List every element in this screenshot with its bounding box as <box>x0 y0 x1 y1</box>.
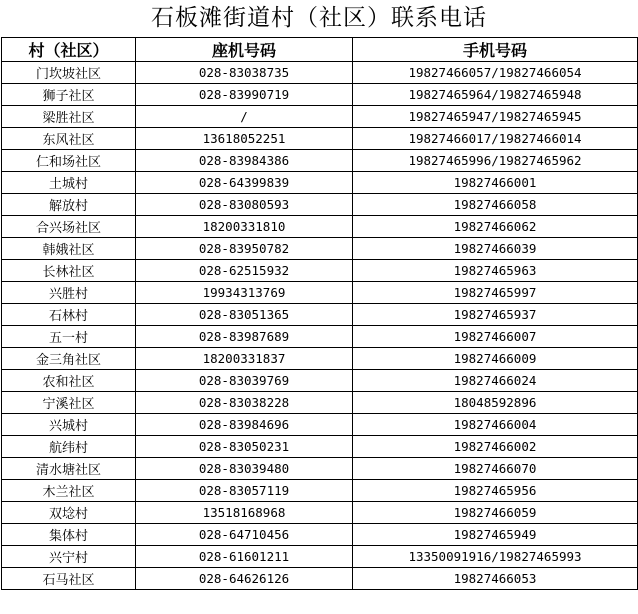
landline-cell: 028-83039769 <box>136 370 353 392</box>
table-row <box>2 568 638 590</box>
community-cell: 双埝村 <box>2 502 136 524</box>
community-cell: 兴胜村 <box>2 282 136 304</box>
mobile-cell: 19827466002 <box>353 436 638 458</box>
community-cell: 五一村 <box>2 326 136 348</box>
table-row <box>2 546 638 568</box>
community-cell: 农和社区 <box>2 370 136 392</box>
community-cell: 狮子社区 <box>2 84 136 106</box>
table-row <box>2 480 638 502</box>
table-row <box>2 194 638 216</box>
table-row <box>2 392 638 414</box>
landline-cell: 028-83050231 <box>136 436 353 458</box>
community-cell: 木兰社区 <box>2 480 136 502</box>
community-cell: 金三角社区 <box>2 348 136 370</box>
table-row <box>2 238 638 260</box>
landline-cell: 028-64710456 <box>136 524 353 546</box>
mobile-cell: 19827465964/19827465948 <box>353 84 638 106</box>
landline-cell: 028-83984386 <box>136 150 353 172</box>
contact-table <box>1 37 638 590</box>
landline-cell: 028-61601211 <box>136 546 353 568</box>
landline-cell: 028-83990719 <box>136 84 353 106</box>
header-community: 村（社区） <box>2 38 136 62</box>
mobile-cell: 19827466001 <box>353 172 638 194</box>
mobile-cell: 13350091916/19827465993 <box>353 546 638 568</box>
landline-cell: 028-83038228 <box>136 392 353 414</box>
mobile-cell: 19827465956 <box>353 480 638 502</box>
table-row <box>2 282 638 304</box>
table-row <box>2 84 638 106</box>
landline-cell: 18200331810 <box>136 216 353 238</box>
community-cell: 合兴场社区 <box>2 216 136 238</box>
landline-cell: 028-83080593 <box>136 194 353 216</box>
table-row <box>2 458 638 480</box>
mobile-cell: 19827466017/19827466014 <box>353 128 638 150</box>
landline-cell: 028-62515932 <box>136 260 353 282</box>
landline-cell: 13618052251 <box>136 128 353 150</box>
community-cell: 东风社区 <box>2 128 136 150</box>
mobile-cell: 19827465963 <box>353 260 638 282</box>
table-row <box>2 326 638 348</box>
table-row <box>2 106 638 128</box>
landline-cell: 19934313769 <box>136 282 353 304</box>
mobile-cell: 19827466070 <box>353 458 638 480</box>
community-cell: 宁溪社区 <box>2 392 136 414</box>
mobile-cell: 19827466009 <box>353 348 638 370</box>
landline-cell: 028-83057119 <box>136 480 353 502</box>
table-row <box>2 348 638 370</box>
community-cell: 韩娥社区 <box>2 238 136 260</box>
community-cell: 兴宁村 <box>2 546 136 568</box>
mobile-cell: 19827465997 <box>353 282 638 304</box>
mobile-cell: 19827466039 <box>353 238 638 260</box>
mobile-cell: 19827466057/19827466054 <box>353 62 638 84</box>
table-row <box>2 414 638 436</box>
mobile-cell: 18048592896 <box>353 392 638 414</box>
community-cell: 门坎坡社区 <box>2 62 136 84</box>
table-row <box>2 216 638 238</box>
community-cell: 土城村 <box>2 172 136 194</box>
table-row <box>2 260 638 282</box>
landline-cell: 028-83950782 <box>136 238 353 260</box>
mobile-cell: 19827466062 <box>353 216 638 238</box>
community-cell: 集体村 <box>2 524 136 546</box>
mobile-cell: 19827466007 <box>353 326 638 348</box>
mobile-cell: 19827466058 <box>353 194 638 216</box>
mobile-cell: 19827466004 <box>353 414 638 436</box>
landline-cell: 028-83987689 <box>136 326 353 348</box>
community-cell: 仁和场社区 <box>2 150 136 172</box>
community-cell: 梁胜社区 <box>2 106 136 128</box>
mobile-cell: 19827466053 <box>353 568 638 590</box>
table-row <box>2 304 638 326</box>
landline-cell: 18200331837 <box>136 348 353 370</box>
community-cell: 长林社区 <box>2 260 136 282</box>
landline-cell: 028-64399839 <box>136 172 353 194</box>
mobile-cell: 19827465947/19827465945 <box>353 106 638 128</box>
landline-cell: 028-64626126 <box>136 568 353 590</box>
table-row <box>2 436 638 458</box>
landline-cell: 028-83051365 <box>136 304 353 326</box>
community-cell: 兴城村 <box>2 414 136 436</box>
table-row <box>2 502 638 524</box>
landline-cell: / <box>136 106 353 128</box>
community-cell: 石林村 <box>2 304 136 326</box>
table-row <box>2 128 638 150</box>
table-row <box>2 62 638 84</box>
page-title: 石板滩街道村（社区）联系电话 <box>151 5 487 31</box>
table-row <box>2 172 638 194</box>
landline-cell: 028-83038735 <box>136 62 353 84</box>
table-row <box>2 524 638 546</box>
table-row <box>2 370 638 392</box>
community-cell: 解放村 <box>2 194 136 216</box>
table-row <box>2 150 638 172</box>
table-body <box>2 62 638 590</box>
community-cell: 清水塘社区 <box>2 458 136 480</box>
landline-cell: 13518168968 <box>136 502 353 524</box>
mobile-cell: 19827465996/19827465962 <box>353 150 638 172</box>
community-cell: 石马社区 <box>2 568 136 590</box>
landline-cell: 028-83039480 <box>136 458 353 480</box>
mobile-cell: 19827465937 <box>353 304 638 326</box>
header-row <box>2 38 638 62</box>
header-landline: 座机号码 <box>136 38 353 62</box>
community-cell: 航纬村 <box>2 436 136 458</box>
mobile-cell: 19827466024 <box>353 370 638 392</box>
landline-cell: 028-83984696 <box>136 414 353 436</box>
mobile-cell: 19827466059 <box>353 502 638 524</box>
mobile-cell: 19827465949 <box>353 524 638 546</box>
header-mobile: 手机号码 <box>353 38 638 62</box>
